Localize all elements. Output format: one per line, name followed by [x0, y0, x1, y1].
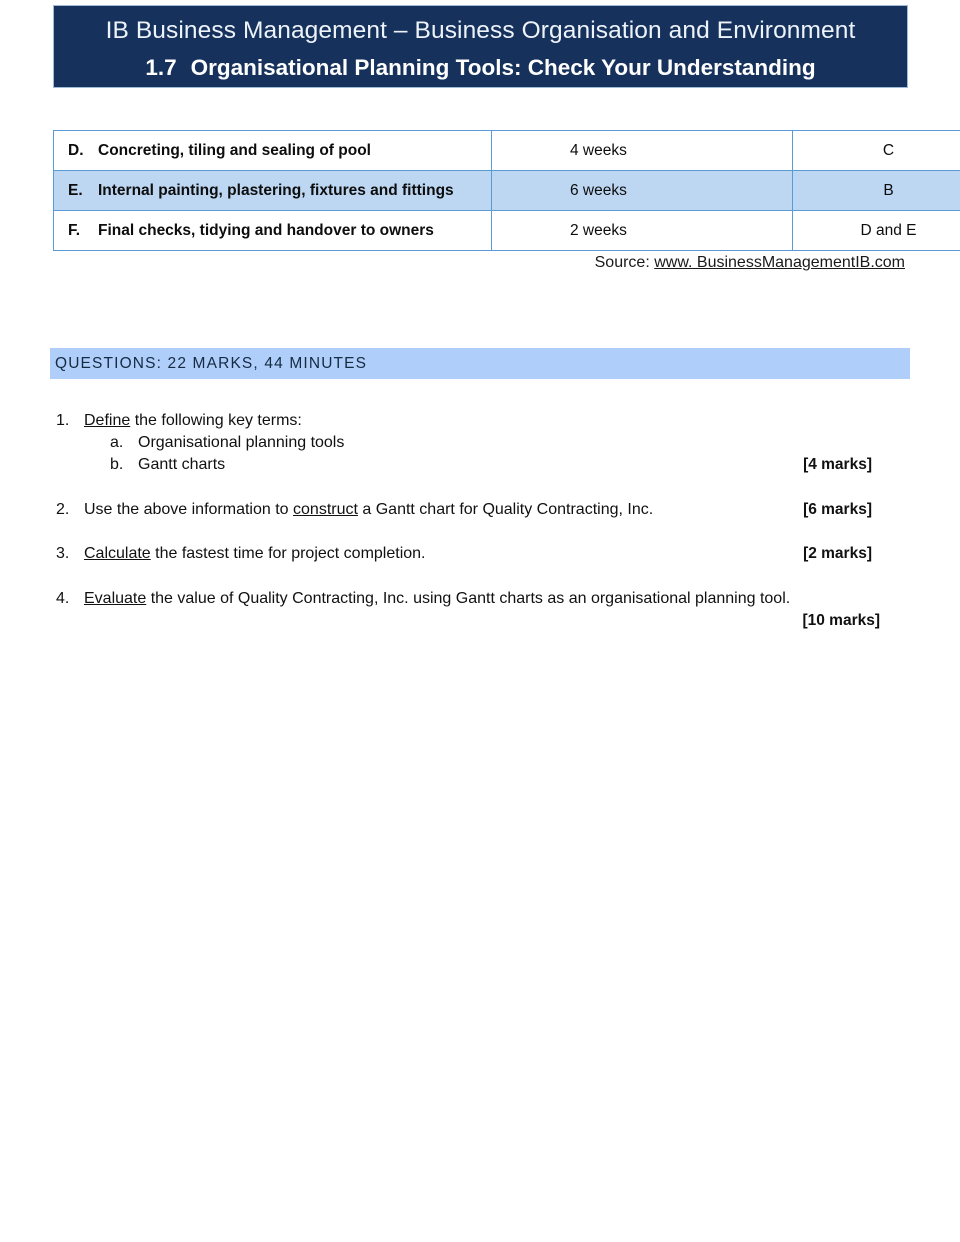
preceded-by-cell: C [793, 131, 960, 171]
course-title: IB Business Management – Business Organisation and Environment [105, 17, 856, 44]
question-text [84, 543, 426, 565]
section-title-text: Organisational Planning Tools: Check Your Understanding [190, 54, 816, 80]
marks-badge: [10 marks] [802, 612, 880, 629]
sub-question-text: Gantt charts [138, 456, 226, 473]
source-label: Source: [594, 254, 655, 271]
task-letter: E. [68, 181, 83, 199]
command-term: Define [84, 412, 131, 429]
question-text [84, 499, 653, 521]
task-name: Final checks, tidying and handover to owners [98, 221, 434, 239]
question-number: 2. [56, 501, 70, 518]
question-prefix: Use the above information to [84, 501, 294, 518]
section-number: 1.7 [145, 54, 177, 80]
table-row [54, 211, 960, 251]
table-row [54, 171, 960, 211]
task-letter: D. [68, 141, 84, 159]
command-term: Evaluate [84, 590, 147, 607]
task-name: Internal painting, plastering, fixtures and fittings [98, 181, 454, 199]
duration-cell: 4 weeks [492, 131, 793, 171]
question-body: the following key terms: [130, 412, 302, 429]
task-cell [54, 211, 492, 251]
title-banner [53, 5, 908, 88]
question-number: 1. [56, 412, 70, 429]
duration-cell: 6 weeks [492, 171, 793, 211]
command-term: Calculate [84, 545, 151, 562]
question-body: the value of Quality Contracting, Inc. using Gantt charts as an organisational planning tool. [146, 590, 791, 607]
task-cell [54, 171, 492, 211]
task-letter: F. [68, 221, 81, 239]
source-attribution [0, 254, 905, 272]
question-text [84, 588, 790, 610]
task-table [53, 130, 960, 251]
question-body: a Gantt chart for Quality Contracting, Inc. [357, 501, 654, 518]
task-name: Concreting, tiling and sealing of pool [98, 141, 371, 159]
duration-cell: 2 weeks [492, 211, 793, 251]
preceded-by-cell: D and E [793, 211, 960, 251]
question-number: 3. [56, 545, 70, 562]
source-link[interactable]: www. BusinessManagementIB.com [654, 254, 905, 271]
questions-banner [50, 348, 910, 379]
command-term: construct [293, 501, 358, 518]
marks-badge: [2 marks] [803, 545, 872, 562]
marks-badge: [4 marks] [803, 456, 872, 473]
question-number: 4. [56, 590, 70, 607]
task-table-body [54, 131, 960, 251]
preceded-by-cell: B [793, 171, 960, 211]
sub-question-letter: a. [110, 434, 124, 451]
question-text [84, 410, 302, 432]
questions-banner-label: QUESTIONS: 22 MARKS, 44 MINUTES [55, 355, 368, 372]
task-cell [54, 131, 492, 171]
question-body: the fastest time for project completion. [150, 545, 426, 562]
sub-question-letter: b. [110, 456, 124, 473]
marks-badge: [6 marks] [803, 501, 872, 518]
table-row [54, 131, 960, 171]
sub-question-text: Organisational planning tools [138, 434, 345, 451]
section-title [54, 54, 907, 80]
